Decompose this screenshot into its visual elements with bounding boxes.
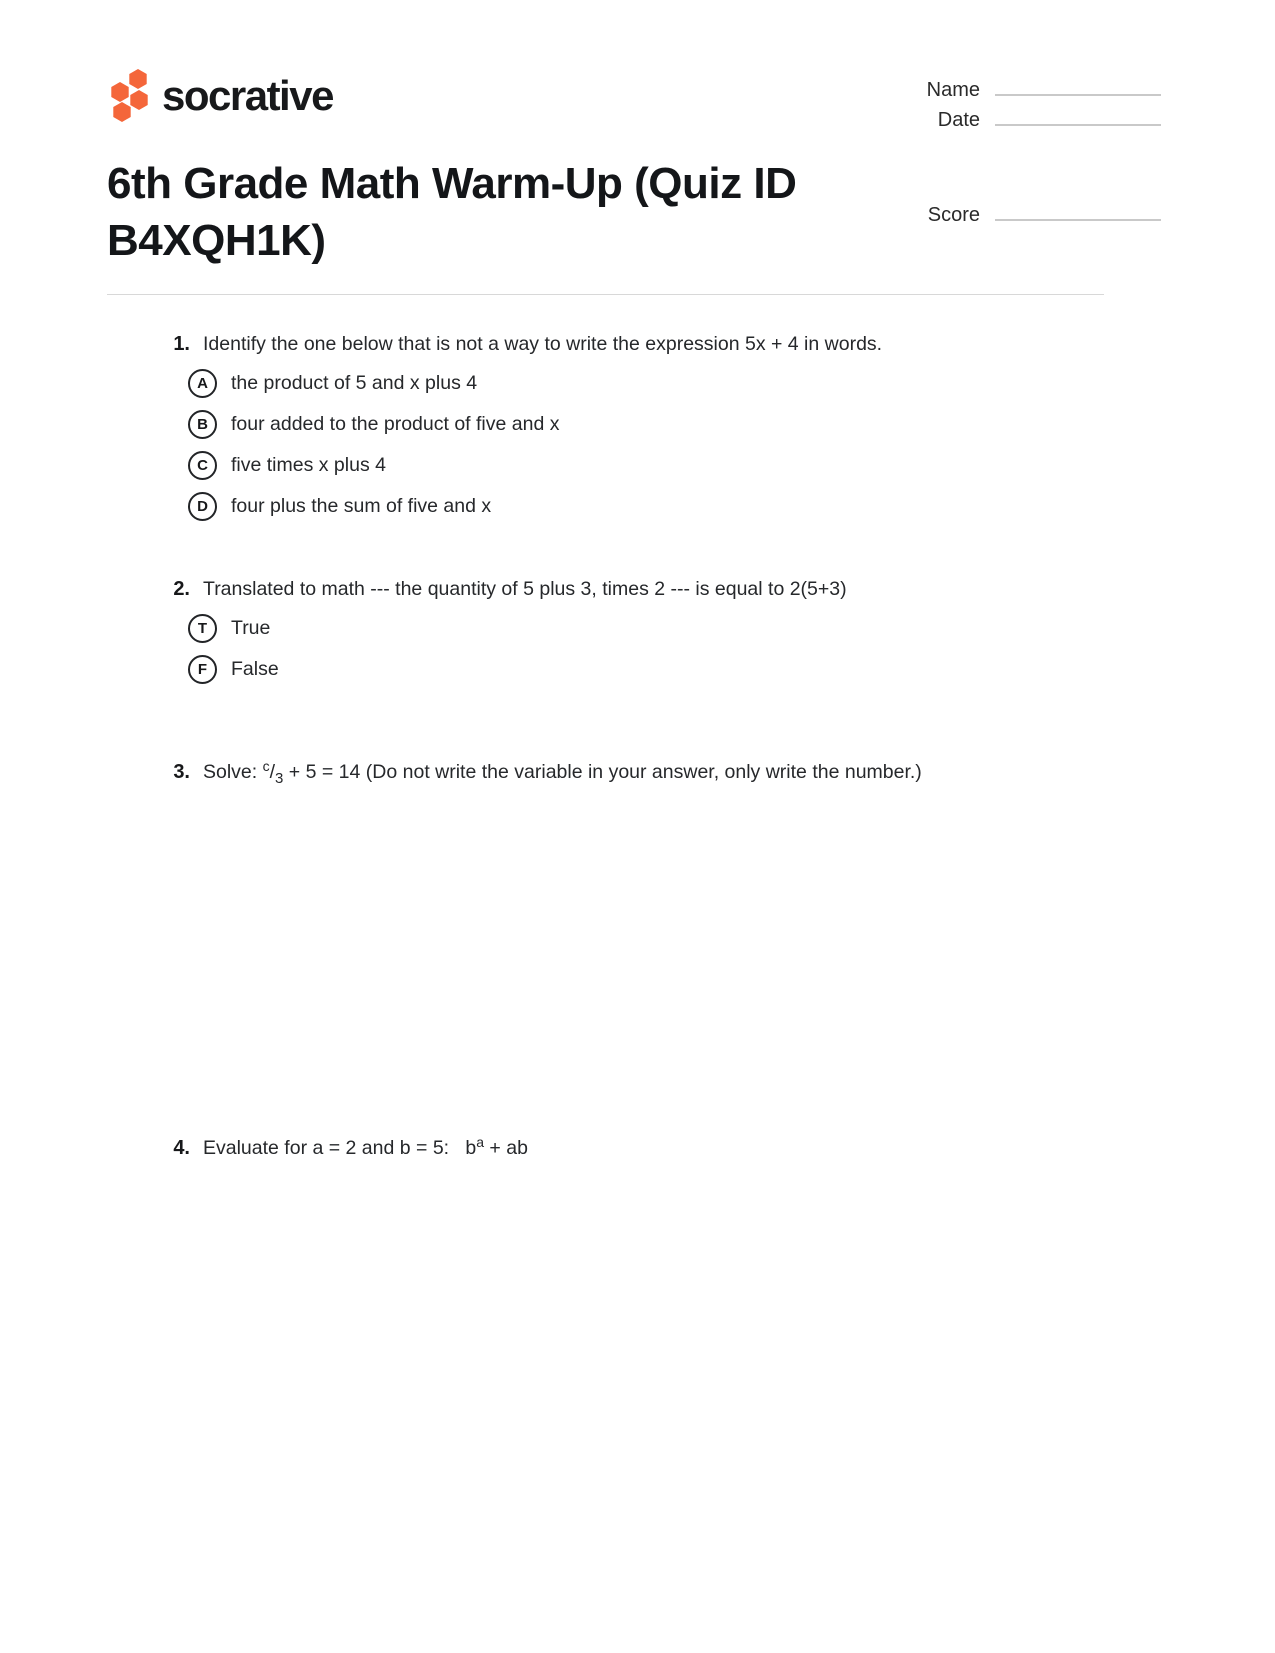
choice-label: four added to the product of five and x: [231, 413, 560, 436]
date-blank-line: [995, 106, 1161, 126]
choice-a: [188, 369, 882, 398]
score-label: Score: [927, 204, 980, 226]
hexagon-middle: [130, 90, 147, 110]
name-blank-line: [995, 76, 1161, 96]
question-text: Translated to math --- the quantity of 5 plus 3, times 2 --- is equal to 2(5+3): [203, 578, 847, 600]
choice-label: the product of 5 and x plus 4: [231, 372, 478, 395]
choice-label: four plus the sum of five and x: [231, 495, 492, 518]
hexagons-icon: [98, 62, 158, 124]
page-title: 6th Grade Math Warm-Up (Quiz ID B4XQH1K): [107, 159, 797, 266]
question-text-prefix: Evaluate for a = 2 and b = 5: b: [203, 1137, 477, 1159]
choice-letter-badge: C: [188, 451, 217, 480]
choice-b: [188, 410, 882, 439]
hexagon-left: [111, 82, 128, 102]
hexagon-top: [129, 69, 146, 89]
choice-c: [188, 451, 882, 480]
question-text-suffix: + 5 = 14 (Do not write the variable in your answer, only write the number.): [283, 761, 922, 783]
logo-wordmark: socrative: [162, 72, 333, 119]
question-4: [165, 1135, 528, 1161]
question-text: Identify the one below that is not a way to write the expression 5x + 4 in words.: [203, 333, 883, 355]
choice-label: False: [231, 658, 279, 681]
choice-letter-badge: A: [188, 369, 217, 398]
score-blank-line: [995, 201, 1161, 221]
fraction-slash: /: [269, 761, 276, 783]
exponent: a: [476, 1134, 484, 1150]
choice-true: [188, 614, 847, 643]
name-field-row: [850, 76, 1161, 102]
choice-letter-badge: F: [188, 655, 217, 684]
question-2: [165, 576, 847, 684]
hexagon-bottom: [113, 102, 130, 122]
date-field-row: [850, 106, 1161, 132]
choice-label: five times x plus 4: [231, 454, 386, 477]
choice-letter-badge: D: [188, 492, 217, 521]
question-number: 4.: [173, 1137, 190, 1159]
fraction-denominator: 3: [275, 770, 284, 787]
question-number: 1.: [173, 333, 190, 355]
socrative-logo: [98, 62, 333, 124]
question-text-prefix: Solve:: [203, 761, 263, 783]
header-divider: [107, 294, 1104, 295]
choice-letter-badge: B: [188, 410, 217, 439]
question-text: [203, 759, 922, 785]
question-text-suffix: + ab: [484, 1137, 528, 1159]
score-field-row: [850, 201, 1161, 227]
question-number: 2.: [173, 578, 190, 600]
name-label: Name: [926, 79, 980, 101]
question-3: [165, 759, 922, 785]
question-1: [165, 331, 882, 521]
question-number: 3.: [173, 761, 190, 783]
question-text: [203, 1135, 528, 1161]
choice-d: [188, 492, 882, 521]
fraction-numerator: c: [262, 758, 270, 774]
choice-false: [188, 655, 847, 684]
choice-label: True: [231, 617, 271, 640]
date-label: Date: [937, 109, 980, 131]
choice-letter-badge: T: [188, 614, 217, 643]
